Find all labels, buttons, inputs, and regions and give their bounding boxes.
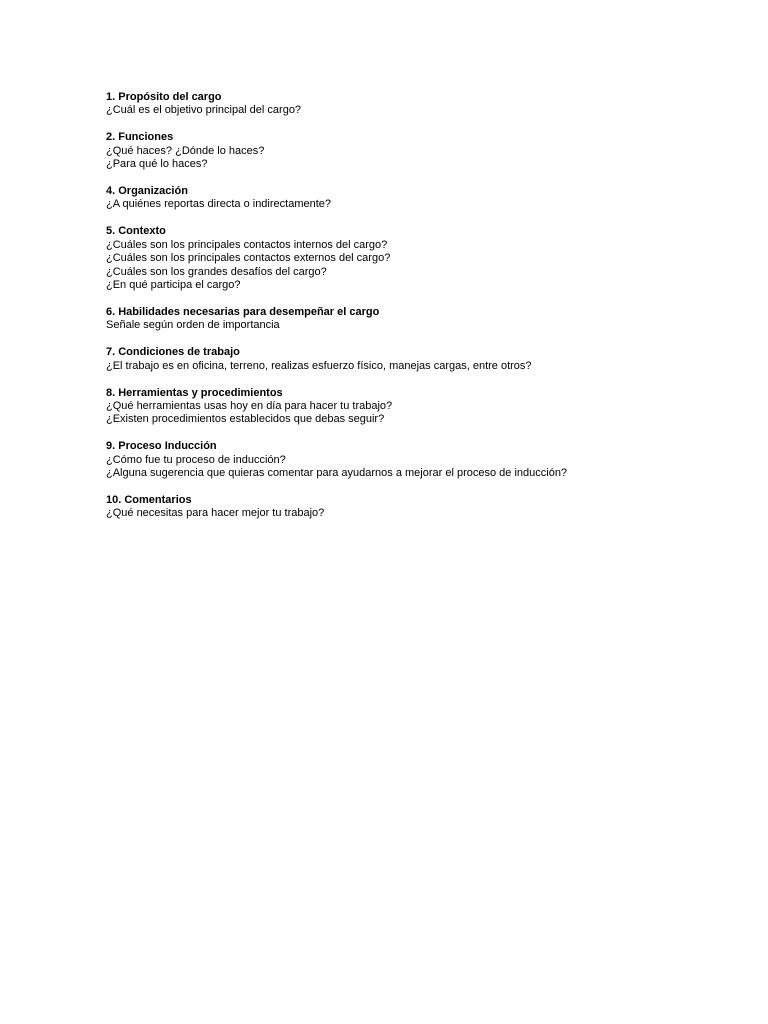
question-line: ¿Cuáles son los grandes desafíos del cargo? (106, 265, 327, 278)
question-line: ¿Qué necesitas para hacer mejor tu trabajo? (106, 507, 325, 520)
question-line: ¿Cuál es el objetivo principal del cargo? (106, 104, 302, 117)
section-title: 4. Organización (106, 185, 188, 198)
section-title: 1. Propósito del cargo (106, 91, 222, 103)
section-title: 10. Comentarios (106, 493, 192, 506)
question-line: ¿El trabajo es en oficina, terreno, realizas esfuerzo físico, manejas cargas, entre otros? (106, 359, 532, 372)
question-line: ¿Existen procedimientos establecidos que debas seguir? (106, 413, 385, 426)
question-line: ¿Para qué lo haces? (106, 158, 208, 171)
document-page (106, 91, 746, 534)
section-title: 7. Condiciones de trabajo (106, 346, 240, 359)
section-induccion (106, 440, 746, 480)
question-line: ¿Cuáles son los principales contactos internos del cargo? (106, 238, 388, 251)
question-line: ¿Cómo fue tu proceso de inducción? (106, 453, 286, 466)
section-habilidades (106, 306, 746, 333)
section-title: 6. Habilidades necesarias para desempeñar el cargo (106, 305, 380, 318)
section-herramientas (106, 387, 746, 427)
question-line: ¿Qué herramientas usas hoy en día para hacer tu trabajo? (106, 399, 393, 412)
section-title: 9. Proceso Inducción (106, 440, 217, 453)
section-title: 2. Funciones (106, 131, 174, 144)
section-funciones (106, 131, 746, 171)
section-condiciones (106, 346, 746, 373)
question-line: ¿A quiénes reportas directa o indirectamente? (106, 198, 332, 211)
question-line: ¿En qué participa el cargo? (106, 278, 241, 291)
section-contexto (106, 225, 746, 292)
section-title: 5. Contexto (106, 225, 166, 238)
section-organizacion (106, 185, 746, 212)
question-line: ¿Cuáles son los principales contactos externos del cargo? (106, 252, 391, 265)
question-line: Señale según orden de importancia (106, 319, 280, 332)
question-line: ¿Qué haces? ¿Dónde lo haces? (106, 144, 265, 157)
section-comentarios (106, 494, 746, 521)
section-title: 8. Herramientas y procedimientos (106, 386, 283, 399)
question-line: ¿Alguna sugerencia que quieras comentar para ayudarnos a mejorar el proceso de inducción? (106, 467, 568, 480)
section-proposito (106, 91, 746, 118)
